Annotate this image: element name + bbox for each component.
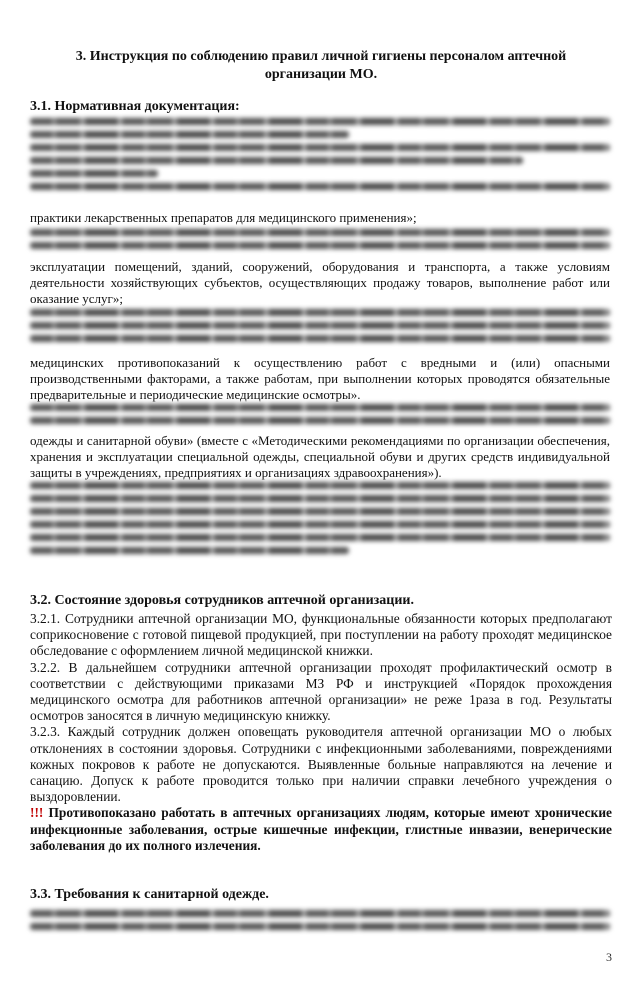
warning-paragraph [30,805,612,854]
section-3-2-heading: 3.2. Состояние здоровья сотрудников аптечной организации. [30,593,414,608]
paragraph-3-2-1: 3.2.1. Сотрудники аптечной организации МО, функциональные обязанности которых предполагают соприкосновение с готовой пищевой продукцией, при поступлении на работу проходят медицинское обследование с оформлением личной медицинской книжки. [30,611,612,659]
paragraph-3-2-2: 3.2.2. В дальнейшем сотрудники аптечной организации проходят профилактический осмотр в соответствии с действующими приказами МЗ РФ и инструкцией «Порядок прохождения медицинского осмотра для работников аптечной организации» не реже 1раза в год. Результаты осмотров заносятся в личную медицинскую книжку. [30,659,612,724]
section-3-1-fragment-2: эксплуатации помещений, зданий, сооружений, оборудования и транспорта, а также условиям деятельности хозяйствующих субъектов, осуществляющих продажу товаров, выполнение работ или оказание услуг»; [30,259,610,306]
blurred-text-block [30,229,610,255]
blurred-text-block [30,404,610,430]
blurred-text-block [30,118,610,196]
section-3-1-fragment-1: практики лекарственных препаратов для медицинского применения»; [30,210,417,225]
paragraph-3-2-3: 3.2.3. Каждый сотрудник должен оповещать руководителя аптечной организации МО о любых отклонениях в состоянии здоровья. Сотрудники с инфекционными заболеваниями, повреждениями кожных покровов к работе не допускаются. Выявленные больные направляются на лечение и санацию. Допуск к работе проводится только при наличии справки лечебного учреждения о выздоровлении. [30,724,612,805]
section-3-3-heading: 3.3. Требования к санитарной одежде. [30,887,269,902]
section-3-2-body [30,611,612,854]
section-3-1-fragment-4: одежды и санитарной обуви» (вместе с «Методическими рекомендациями по организации обеспечения, хранения и эксплуатации специальной одежды, специальной обуви и других средств индивидуальной защиты в учреждениях, предприятиях и организациях здравоохранения»). [30,433,610,480]
warning-exclamation-icon: !!! [30,805,44,821]
document-title: 3. Инструкция по соблюдению правил личной гигиены персоналом аптечной организации МО. [75,49,567,82]
blurred-text-block [30,910,610,936]
page-number: 3 [606,950,612,964]
section-3-1-fragment-3: медицинских противопоказаний к осуществлению работ с вредными и (или) опасными производственными факторами, а также работам, при выполнении которых проводятся обязательные предварительные и периодические медицинские осмотры». [30,355,610,402]
blurred-text-block [30,309,610,348]
warning-text: Противопоказано работать в аптечных организациях людям, которые имеют хронические инфекционные заболевания, острые кишечные инфекции, глистные инвазии, венерические заболевания до их полного излечения. [30,805,612,853]
section-3-1-heading: 3.1. Нормативная документация: [30,99,240,114]
blurred-text-block [30,482,610,560]
